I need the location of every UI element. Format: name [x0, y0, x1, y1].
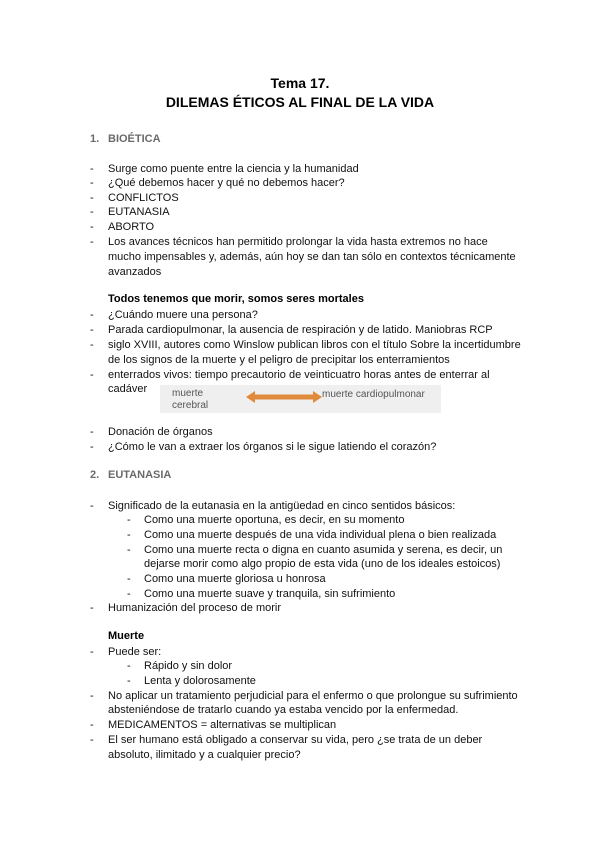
list-item-line: No aplicar un tratamiento perjudicial para el enfermo o que prolongue su sufrimiento: [108, 690, 518, 702]
list-item: Humanización del proceso de morir: [108, 602, 282, 614]
list-item: ¿Cómo le van a extraer los órganos si le sigue latiendo el corazón?: [108, 441, 437, 453]
sub-bullet-marker: -: [127, 514, 131, 526]
list-item: EUTANASIA: [108, 206, 170, 218]
label-cerebral: cerebral: [172, 400, 209, 411]
list-item: Parada cardiopulmonar, la ausencia de respiración y de latido. Maniobras RCP: [108, 324, 493, 336]
bullet-marker: -: [90, 646, 94, 658]
bullet-marker: -: [90, 192, 94, 204]
list-item: Surge como puente entre la ciencia y la humanidad: [108, 163, 359, 175]
list-item: ¿Cuándo muere una persona?: [108, 309, 258, 321]
sub-list-item: Como una muerte gloriosa u honrosa: [144, 573, 326, 585]
subheading-mortales: Todos tenemos que morir, somos seres mortales: [108, 293, 364, 305]
bullet-marker: -: [90, 602, 94, 614]
bullet-marker: -: [90, 177, 94, 189]
bullet-marker: -: [90, 441, 94, 453]
sub-list-item: Como una muerte después de una vida individual plena o bien realizada: [144, 529, 497, 541]
document-title-number: Tema 17.: [270, 75, 330, 91]
bullet-marker: -: [90, 426, 94, 438]
section-heading-eutanasia: [90, 469, 171, 481]
sub-list-item-line: dejarse morir como algo propio de esta vida (uno de los ideales estoicos): [144, 558, 501, 570]
bullet-marker: -: [90, 369, 94, 381]
sub-list-item: Como una muerte oportuna, es decir, en su momento: [144, 514, 405, 526]
list-item-line: de los signos de la muerte y el peligro de precipitar los enterramientos: [108, 354, 450, 366]
section-title: BIOÉTICA: [108, 133, 161, 145]
section-number: 2.: [90, 469, 100, 481]
sub-list-item: Como una muerte suave y tranquila, sin sufrimiento: [144, 588, 396, 600]
document-title: DILEMAS ÉTICOS AL FINAL DE LA VIDA: [165, 94, 435, 110]
list-item-line: Los avances técnicos han permitido prolongar la vida hasta extremos no hace: [108, 236, 488, 248]
subheading-muerte: Muerte: [108, 630, 145, 642]
list-item-line: enterrados vivos: tiempo precautorio de veinticuatro horas antes de enterrar al: [108, 369, 490, 381]
list-item: Significado de la eutanasia en la antigüedad en cinco sentidos básicos:: [108, 500, 456, 512]
double-arrow-icon: [246, 391, 322, 403]
bullet-marker: -: [90, 734, 94, 746]
bullet-marker: -: [90, 163, 94, 175]
sub-bullet-marker: -: [127, 573, 131, 585]
list-item-line: mucho impensables y, además, aún hoy se dan tan sólo en contextos técnicamente: [108, 251, 516, 263]
list-item-line: cadáver: [108, 383, 148, 395]
sub-list-item-line: Como una muerte recta o digna en cuanto asumida y serena, es decir, un: [144, 544, 503, 556]
death-types-diagram: [160, 385, 441, 413]
sub-list-item: Rápido y sin dolor: [144, 660, 233, 672]
list-item: Puede ser:: [108, 646, 162, 658]
bullet-marker: -: [90, 339, 94, 351]
bullet-marker: -: [90, 324, 94, 336]
section-title: EUTANASIA: [108, 469, 172, 481]
list-item: CONFLICTOS: [108, 192, 179, 204]
list-item-line: El ser humano está obligado a conservar su vida, pero ¿se trata de un deber: [108, 734, 483, 746]
sub-bullet-marker: -: [127, 660, 131, 672]
list-item-line: siglo XVIII, autores como Winslow publican libros con el título Sobre la incertidumbre: [108, 339, 521, 351]
section-number: 1.: [90, 133, 100, 145]
sub-bullet-marker: -: [127, 544, 131, 556]
sub-bullet-marker: -: [127, 588, 131, 600]
list-item: ¿Qué debemos hacer y qué no debemos hacer?: [108, 177, 345, 189]
bullet-marker: -: [90, 500, 94, 512]
sub-bullet-marker: -: [127, 675, 131, 687]
bullet-marker: -: [90, 309, 94, 321]
list-item-line: absteniéndose de tratarlo cuando ya estaba vencido por la enfermedad.: [108, 704, 459, 716]
bullet-marker: -: [90, 206, 94, 218]
bullet-marker: -: [90, 719, 94, 731]
bullet-marker: -: [90, 690, 94, 702]
label-muerte: muerte: [172, 388, 204, 399]
list-item: Donación de órganos: [108, 426, 213, 438]
sub-list-item: Lenta y dolorosamente: [144, 675, 256, 687]
list-item-line: avanzados: [108, 266, 162, 278]
sub-bullet-marker: -: [127, 529, 131, 541]
list-item: ABORTO: [108, 221, 155, 233]
bullet-marker: -: [90, 221, 94, 233]
bullet-marker: -: [90, 236, 94, 248]
list-item: MEDICAMENTOS = alternativas se multiplican: [108, 719, 337, 731]
section-heading-bioetica: [90, 133, 161, 145]
list-item-line: absoluto, ilimitado y a cualquier precio?: [108, 749, 301, 761]
label-muerte-cardiopulmonar: muerte cardiopulmonar: [322, 389, 425, 400]
